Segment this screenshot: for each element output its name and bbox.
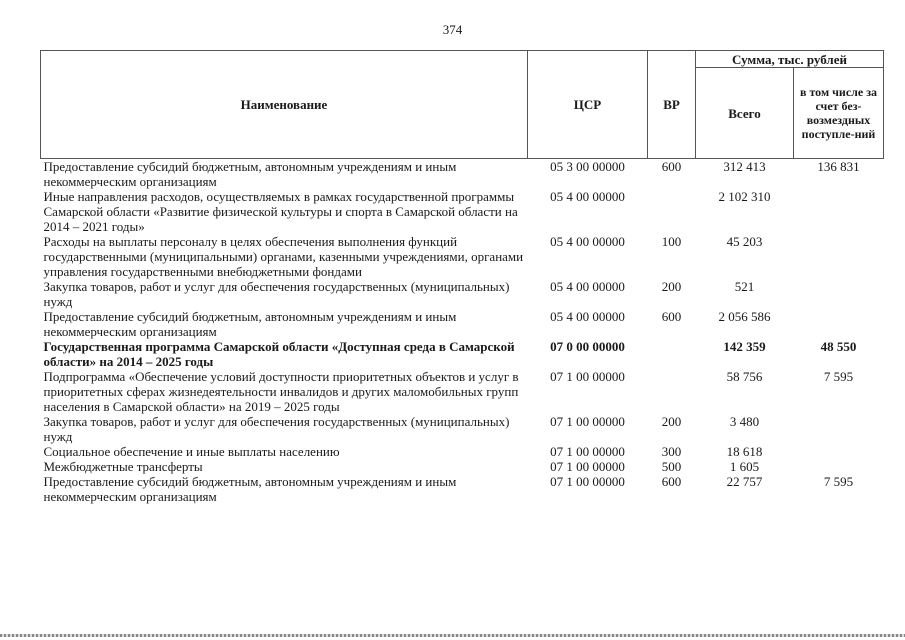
table-row — [41, 189, 884, 234]
table-row — [41, 414, 884, 444]
row-name: Предоставление субсидий бюджетным, автономным учреждениям и иным некоммерческим организациям — [43, 309, 457, 339]
row-vr: 300 — [661, 444, 682, 459]
row-gratuitous — [794, 444, 884, 459]
row-gratuitous: 7 595 — [823, 369, 854, 384]
row-name: Закупка товаров, работ и услуг для обеспечения государственных (муниципальных) нужд — [43, 279, 510, 309]
row-gratuitous — [794, 189, 884, 234]
row-csr: 05 4 00 00000 — [550, 234, 625, 249]
row-name: Подпрограмма «Обеспечение условий доступности приоритетных объектов и услуг в приоритетных сферах жизнедеятельности инвалидов и других маломобильных групп населения в Самарской области» на 2019 – 2025 годы — [43, 369, 519, 414]
row-name: Межбюджетные трансферты — [43, 459, 203, 474]
row-gratuitous — [794, 279, 884, 309]
row-vr: 100 — [661, 234, 682, 249]
row-total: 22 757 — [726, 474, 763, 489]
row-total: 312 413 — [723, 159, 766, 174]
row-name: Предоставление субсидий бюджетным, автономным учреждениям и иным некоммерческим организациям — [43, 159, 457, 189]
table-row — [41, 234, 884, 279]
row-total: 18 618 — [726, 444, 763, 459]
row-total: 521 — [734, 279, 755, 294]
row-name: Государственная программа Самарской области «Доступная среда в Самарской области» на 2014 – 2025 годы — [43, 339, 515, 369]
row-csr: 05 3 00 00000 — [550, 159, 625, 174]
row-gratuitous — [794, 459, 884, 474]
row-csr: 05 4 00 00000 — [550, 309, 625, 324]
row-vr — [648, 369, 696, 414]
row-csr: 05 4 00 00000 — [550, 189, 625, 204]
row-name: Социальное обеспечение и иные выплаты населению — [43, 444, 340, 459]
row-total: 142 359 — [723, 339, 766, 354]
row-gratuitous: 7 595 — [823, 474, 854, 489]
table-row — [41, 444, 884, 459]
row-gratuitous — [794, 414, 884, 444]
row-vr: 600 — [661, 474, 682, 489]
row-total: 58 756 — [726, 369, 763, 384]
page-number: 374 — [442, 22, 463, 37]
row-csr: 07 1 00 00000 — [550, 414, 625, 429]
row-name: Закупка товаров, работ и услуг для обеспечения государственных (муниципальных) нужд — [43, 414, 510, 444]
row-vr: 200 — [661, 414, 682, 429]
column-header-vr: ВР — [648, 51, 696, 159]
row-total: 2 102 310 — [718, 189, 771, 204]
row-gratuitous: 136 831 — [817, 159, 860, 174]
row-csr: 05 4 00 00000 — [550, 279, 625, 294]
row-total: 1 605 — [729, 459, 760, 474]
row-total: 45 203 — [726, 234, 763, 249]
row-csr: 07 1 00 00000 — [550, 474, 625, 489]
row-gratuitous — [794, 309, 884, 339]
row-vr — [648, 339, 696, 369]
column-header-total: Всего — [696, 68, 794, 159]
table-row — [41, 279, 884, 309]
row-csr: 07 1 00 00000 — [550, 459, 625, 474]
column-header-gratuitous: в том числе за счет без-возмездных поступле-ний — [794, 68, 884, 159]
row-vr — [648, 189, 696, 234]
budget-table — [40, 50, 884, 504]
row-vr: 600 — [661, 309, 682, 324]
row-vr: 500 — [661, 459, 682, 474]
table-row — [41, 339, 884, 369]
column-header-sum-group: Сумма, тыс. рублей — [696, 51, 884, 68]
row-csr: 07 1 00 00000 — [550, 444, 625, 459]
row-total: 3 480 — [729, 414, 760, 429]
row-csr: 07 1 00 00000 — [550, 369, 625, 384]
column-header-name: Наименование — [41, 51, 528, 159]
row-name: Иные направления расходов, осуществляемых в рамках государственной программы Самарской области «Развитие физической культуры и спорта в Самарской области на 2014 – 2021 годы» — [43, 189, 518, 234]
row-name: Расходы на выплаты персоналу в целях обеспечения выполнения функций государственными (муниципальными) органами, казенными учреждениями, органами управления государственными внебюджетными фондами — [43, 234, 524, 279]
scan-edge-divider — [0, 634, 905, 637]
table-row — [41, 459, 884, 474]
row-gratuitous — [794, 234, 884, 279]
table-row — [41, 309, 884, 339]
table-row — [41, 474, 884, 504]
column-header-csr: ЦСР — [528, 51, 648, 159]
row-gratuitous: 48 550 — [820, 339, 857, 354]
row-vr: 600 — [661, 159, 682, 174]
row-name: Предоставление субсидий бюджетным, автономным учреждениям и иным некоммерческим организациям — [43, 474, 457, 504]
row-total: 2 056 586 — [718, 309, 771, 324]
row-vr: 200 — [661, 279, 682, 294]
table-row — [41, 369, 884, 414]
table-row — [41, 159, 884, 190]
row-csr: 07 0 00 00000 — [550, 339, 625, 354]
